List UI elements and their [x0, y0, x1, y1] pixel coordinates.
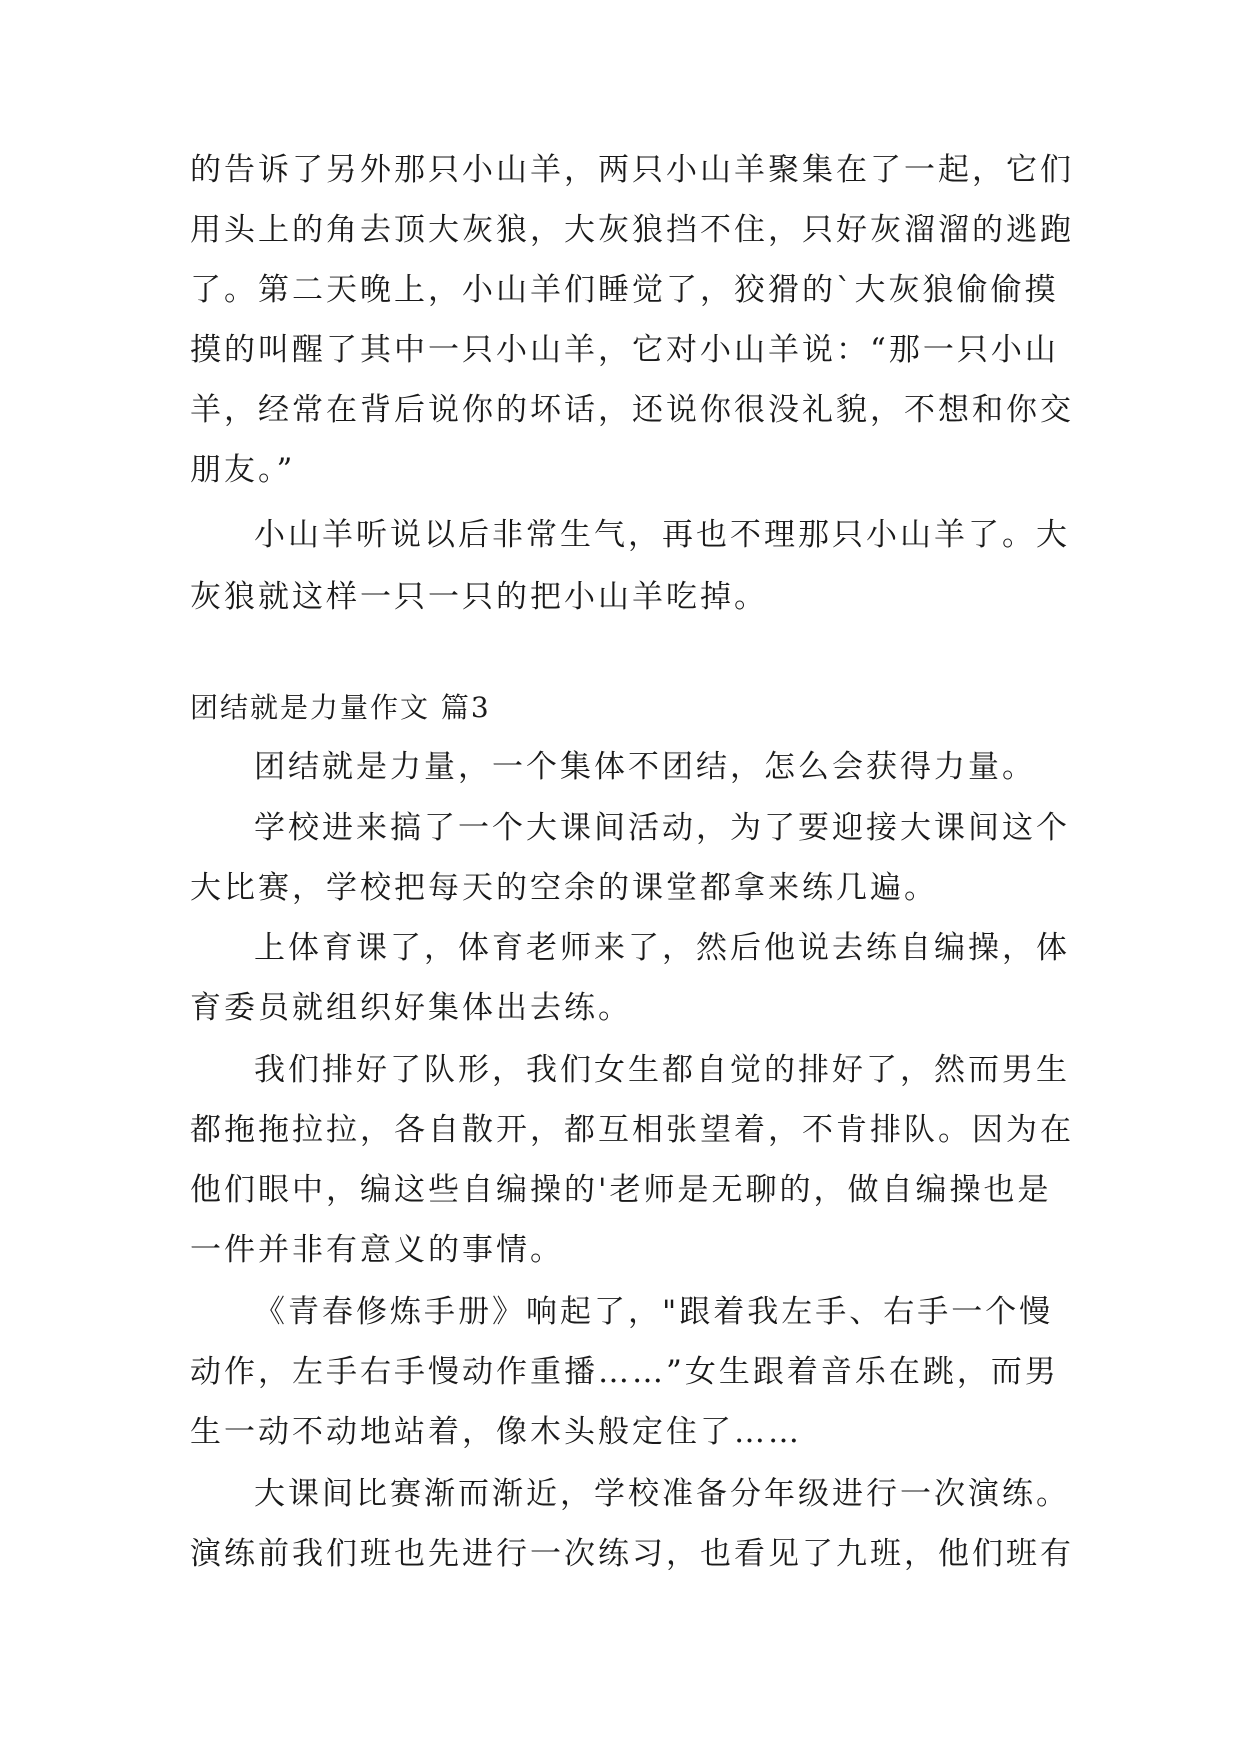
text-line: 育委员就组织好集体出去练。 [190, 990, 632, 1026]
paragraph-start-line: 小山羊听说以后非常生气，再也不理那只小山羊了。大 [254, 517, 1070, 553]
paragraph-start-line: 学校进来搞了一个大课间活动，为了要迎接大课间这个 [254, 810, 1070, 846]
text-line: 一件并非有意义的事情。 [190, 1232, 564, 1268]
text-line: 都拖拖拉拉，各自散开，都互相张望着，不肯排队。因为在 [190, 1112, 1074, 1148]
paragraph-start-line: 上体育课了，体育老师来了，然后他说去练自编操，体 [254, 930, 1070, 966]
section-heading: 团结就是力量作文 篇3 [190, 691, 491, 724]
text-line: 演练前我们班也先进行一次练习，也看见了九班，他们班有 [190, 1536, 1074, 1572]
paragraph-start-line: 《青春修炼手册》响起了，"跟着我左手、右手一个慢 [254, 1294, 1054, 1330]
text-line: 的告诉了另外那只小山羊，两只小山羊聚集在了一起，它们 [190, 152, 1074, 188]
text-line: 大比赛，学校把每天的空余的课堂都拿来练几遍。 [190, 870, 938, 906]
paragraph-start-line: 团结就是力量，一个集体不团结，怎么会获得力量。 [254, 749, 1036, 785]
text-line: 生一动不动地站着，像木头般定住了…… [190, 1414, 802, 1450]
text-line: 摸的叫醒了其中一只小山羊，它对小山羊说：“那一只小山 [190, 332, 1059, 368]
text-line: 动作，左手右手慢动作重播……”女生跟着音乐在跳，而男 [190, 1354, 1059, 1390]
text-line: 了。第二天晚上，小山羊们睡觉了，狡猾的`大灰狼偷偷摸 [190, 272, 1059, 308]
text-line: 用头上的角去顶大灰狼，大灰狼挡不住，只好灰溜溜的逃跑 [190, 212, 1074, 248]
paragraph-start-line: 大课间比赛渐而渐近，学校准备分年级进行一次演练。 [254, 1476, 1070, 1512]
paragraph-start-line: 我们排好了队形，我们女生都自觉的排好了，然而男生 [254, 1052, 1070, 1088]
text-line: 朋友。” [190, 452, 296, 488]
text-line: 羊，经常在背后说你的坏话，还说你很没礼貌，不想和你交 [190, 392, 1074, 428]
text-line: 他们眼中，编这些自编操的'老师是无聊的，做自编操也是 [190, 1172, 1052, 1208]
text-line: 灰狼就这样一只一只的把小山羊吃掉。 [190, 579, 768, 615]
